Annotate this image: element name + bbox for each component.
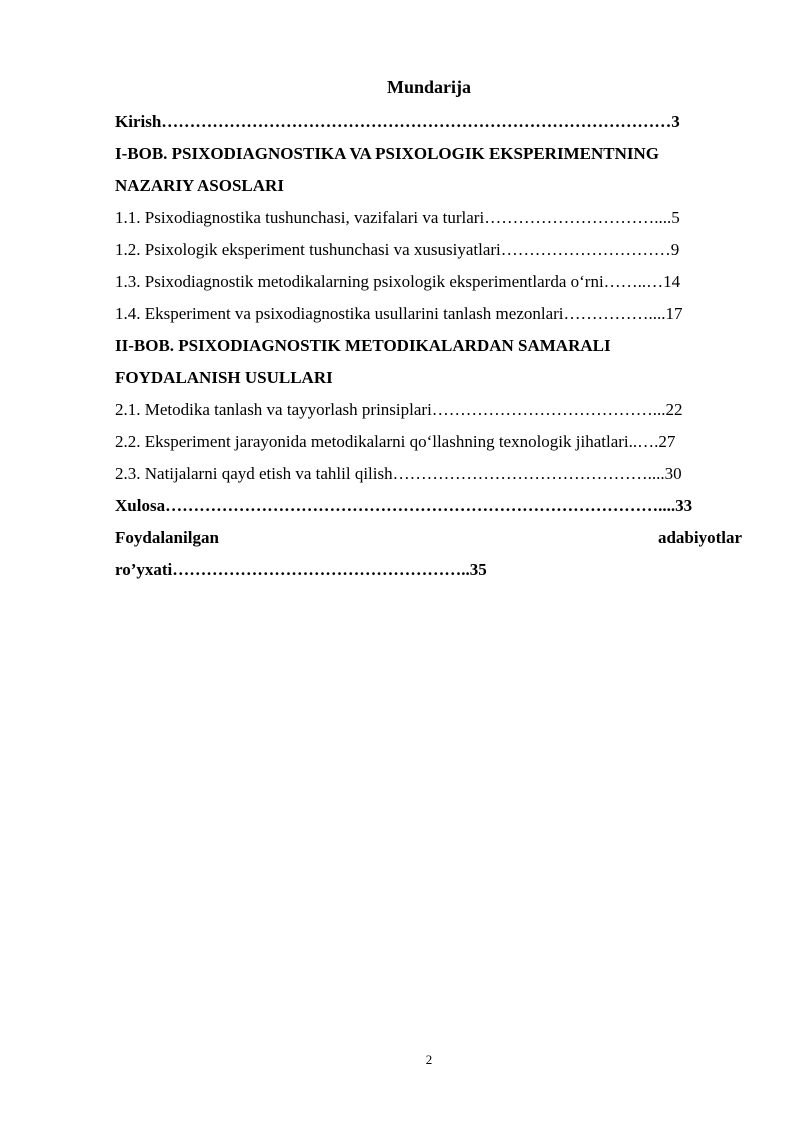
toc-entry-1-2: 1.2. Psixologik eksperiment tushunchasi va xususiyatlari…………………………9: [115, 240, 680, 259]
toc-chapter-2-heading: II-BOB. PSIXODIAGNOSTIK METODIKALARDAN SAMARALI: [115, 336, 611, 355]
toc-entry-2-1: 2.1. Metodika tanlash va tayyorlash prinsiplari…………………………………...22: [115, 400, 683, 419]
toc-entry-1-3: 1.3. Psixodiagnostik metodikalarning psixologik eksperimentlarda o‘rni……..…14: [115, 272, 681, 291]
bibliography-word-1: Foydalanilgan: [115, 528, 219, 547]
toc-chapter-2-heading-cont: FOYDALANISH USULLARI: [115, 368, 333, 387]
table-of-contents: [115, 106, 742, 586]
toc-entry-1-4: 1.4. Eksperiment va psixodiagnostika usullarini tanlash mezonlari……………....17: [115, 304, 683, 323]
page-number: 2: [425, 1052, 433, 1067]
toc-chapter-1-heading-cont: NAZARIY ASOSLARI: [115, 176, 284, 195]
toc-entry-conclusion: Xulosa……………………………………………………………………………....33: [115, 496, 693, 515]
toc-entry-introduction: Kirish………………………………………………………………………………3: [115, 112, 680, 131]
toc-entry-2-3: 2.3. Natijalarni qayd etish va tahlil qilish………………………………………....30: [115, 464, 682, 483]
toc-title: Mundarija: [386, 77, 471, 97]
toc-entry-bibliography: [115, 522, 742, 554]
bibliography-word-2: adabiyotlar: [657, 528, 742, 547]
toc-entry-bibliography-cont: ro’yxati……………………………………………..35: [115, 560, 487, 579]
toc-entry-2-2: 2.2. Eksperiment jarayonida metodikalarni qo‘llashning texnologik jihatlari..….27: [115, 432, 676, 451]
toc-chapter-1-heading: I-BOB. PSIXODIAGNOSTIKA VA PSIXOLOGIK EKSPERIMENTNING: [115, 144, 659, 163]
toc-entry-1-1: 1.1. Psixodiagnostika tushunchasi, vazifalari va turlari…………………………....5: [115, 208, 680, 227]
